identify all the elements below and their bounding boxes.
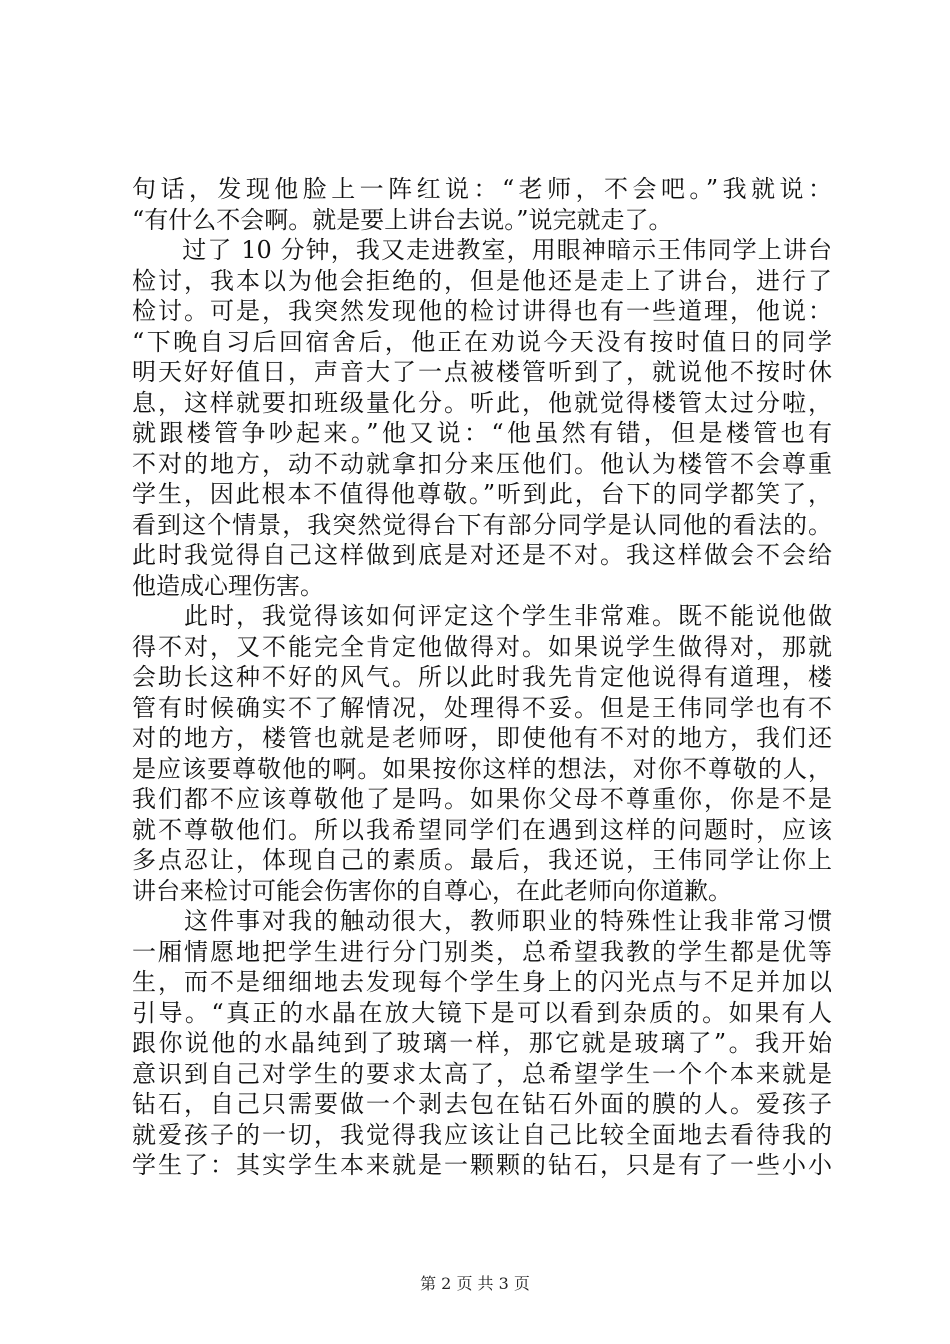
text-line: 他造成心理伤害。: [132, 571, 324, 600]
text-line: 明天好好值日，声音大了一点被楼管听到了，就说他不按时休: [132, 358, 832, 386]
text-line: 对的地方，楼管也就是老师呀，即使他有不对的地方，我们还: [132, 724, 832, 752]
text-line: 检讨，我本以为他会拒绝的，但是他还是走上了讲台，进行了: [132, 266, 832, 295]
text-line: 学生，因此根本不值得他尊敬。”听到此，台下的同学都笑了，: [132, 480, 832, 508]
page-footer: 第 2 页 共 3 页: [420, 1274, 530, 1293]
text-line: 过了 10 分钟，我又走进教室，用眼神暗示王伟同学上讲台: [132, 236, 832, 264]
text-line: 看到这个情景，我突然觉得台下有部分同学是认同他的看法的。: [132, 510, 832, 539]
text-line: 会助长这种不好的风气。所以此时我先肯定他说得有道理，楼: [132, 663, 832, 691]
text-line: 这件事对我的触动很大，教师职业的特殊性让我非常习惯: [132, 907, 832, 935]
text-line: 钻石，自己只需要做一个剥去包在钻石外面的膜的人。爱孩子: [132, 1090, 832, 1118]
text-line: 检讨。可是，我突然发现他的检讨讲得也有一些道理，他说：: [132, 297, 832, 325]
text-line: 就跟楼管争吵起来。”他又说：“他虽然有错，但是楼管也有: [132, 419, 832, 447]
text-line: 生，而不是细细地去发现每个学生身上的闪光点与不足并加以: [132, 968, 832, 996]
text-line: 意识到自己对学生的要求太高了，总希望学生一个个本来就是: [132, 1059, 832, 1088]
text-line: 不对的地方，动不动就拿扣分来压他们。他认为楼管不会尊重: [132, 449, 832, 478]
text-line: 此时我觉得自己这样做到底是对还是不对。我这样做会不会给: [132, 541, 832, 569]
text-line: 学生了：其实学生本来就是一颗颗的钻石，只是有了一些小小: [132, 1151, 832, 1179]
text-line: 息，这样就要扣班级量化分。听此，他就觉得楼管太过分啦，: [132, 388, 832, 417]
text-line: 引导。“真正的水晶在放大镜下是可以看到杂质的。如果有人: [132, 998, 832, 1027]
text-line: 是应该要尊敬他的啊。如果按你这样的想法，对你不尊敬的人，: [132, 754, 832, 783]
text-line: 管有时候确实不了解情况，处理得不妥。但是王伟同学也有不: [132, 693, 832, 722]
text-line: 句话，发现他脸上一阵红说：“老师，不会吧。”我就说：: [132, 175, 832, 203]
text-line: 一厢情愿地把学生进行分门别类，总希望我教的学生都是优等: [132, 937, 832, 966]
text-line: “下晚自习后回宿舍后，他正在劝说今天没有按时值日的同学: [132, 327, 832, 356]
text-line: 就爱孩子的一切，我觉得我应该让自己比较全面地去看待我的: [132, 1120, 832, 1149]
text-line: 就不尊敬他们。所以我希望同学们在遇到这样的问题时，应该: [132, 815, 832, 844]
text-line: 此时，我觉得该如何评定这个学生非常难。既不能说他做: [132, 602, 832, 630]
text-line: 我们都不应该尊敬他了是吗。如果你父母不尊重你，你是不是: [132, 785, 832, 813]
text-line: 讲台来检讨可能会伤害你的自尊心，在此老师向你道歉。: [132, 876, 732, 905]
document-body: [132, 174, 832, 1181]
text-line: “有什么不会啊。就是要上讲台去说。”说完就走了。: [132, 205, 673, 234]
text-line: 得不对，又不能完全肯定他做得对。如果说学生做得对，那就: [132, 632, 832, 661]
text-line: 跟你说他的水晶纯到了玻璃一样，那它就是玻璃了”。我开始: [132, 1029, 832, 1057]
text-line: 多点忍让，体现自己的素质。最后，我还说，王伟同学让你上: [132, 846, 832, 874]
